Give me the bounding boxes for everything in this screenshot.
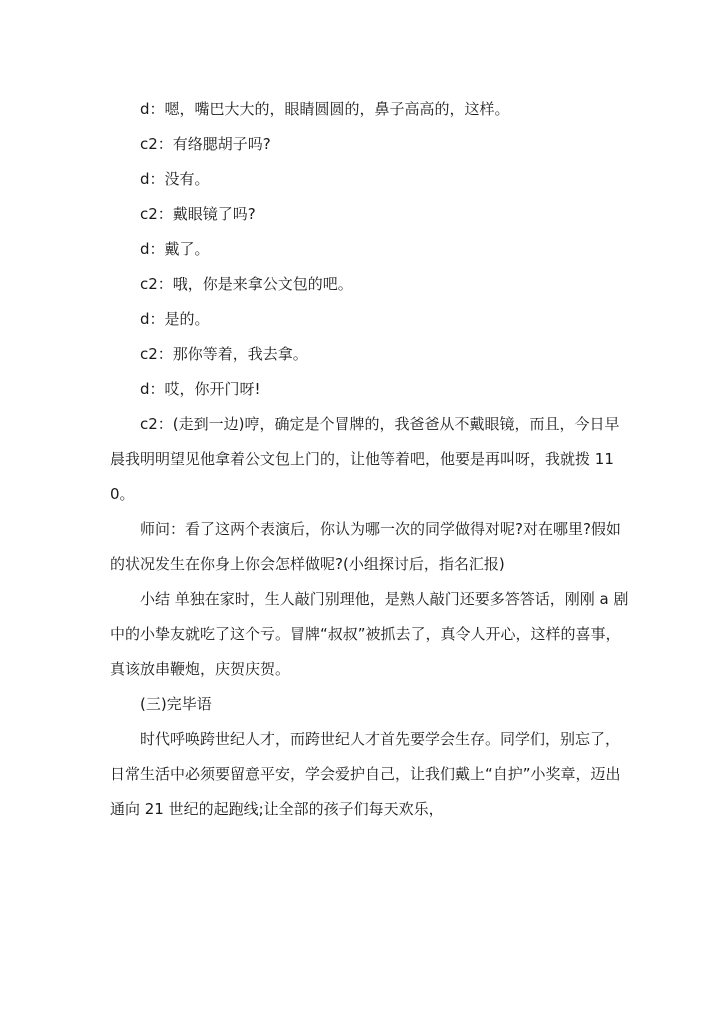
closing-paragraph: 时代呼唤跨世纪人才，而跨世纪人才首先要学会生存。同学们，别忘了，日常生活中必须要留意平安，学会爱护自己，让我们戴上“自护”小奖章，迈出通向 21 世纪的起跑线;让全部的孩子们每天欢乐，	[110, 730, 621, 818]
teacher-question-paragraph: 师问：看了这两个表演后，你认为哪一次的同学做得对呢?对在哪里?假如的状况发生在你身上你会怎样做呢?(小组探讨后，指名汇报)	[110, 520, 621, 573]
dialog-line-4: c2：戴眼镜了吗?	[140, 205, 256, 223]
dialog-line-9: d：哎，你开门呀!	[140, 380, 261, 398]
section-heading: (三)完毕语	[140, 695, 212, 713]
document-body	[110, 92, 630, 827]
dialog-line-7: d：是的。	[140, 310, 210, 328]
summary-paragraph: 小结 单独在家时，生人敲门别理他，是熟人敲门还要多答答话，刚刚 a 剧中的小挚友就吃了这个亏。冒牌“叔叔”被抓去了，真令人开心，这样的喜事，真该放串鞭炮，庆贺庆贺。	[110, 590, 629, 678]
dialog-line-10: c2：(走到一边)哼，确定是个冒牌的，我爸爸从不戴眼镜，而且，今日早晨我明明望见他拿着公文包上门的，让他等着吧，他要是再叫呀，我就拨 110。	[110, 415, 620, 503]
dialog-line-2: c2：有络腮胡子吗?	[140, 135, 271, 153]
dialog-line-5: d：戴了。	[140, 240, 210, 258]
dialog-line-1: d：嗯，嘴巴大大的，眼睛圆圆的，鼻子高高的，这样。	[140, 100, 510, 118]
dialog-line-6: c2：哦，你是来拿公文包的吧。	[140, 275, 353, 293]
dialog-line-8: c2：那你等着，我去拿。	[140, 345, 308, 363]
dialog-line-3: d：没有。	[140, 170, 210, 188]
